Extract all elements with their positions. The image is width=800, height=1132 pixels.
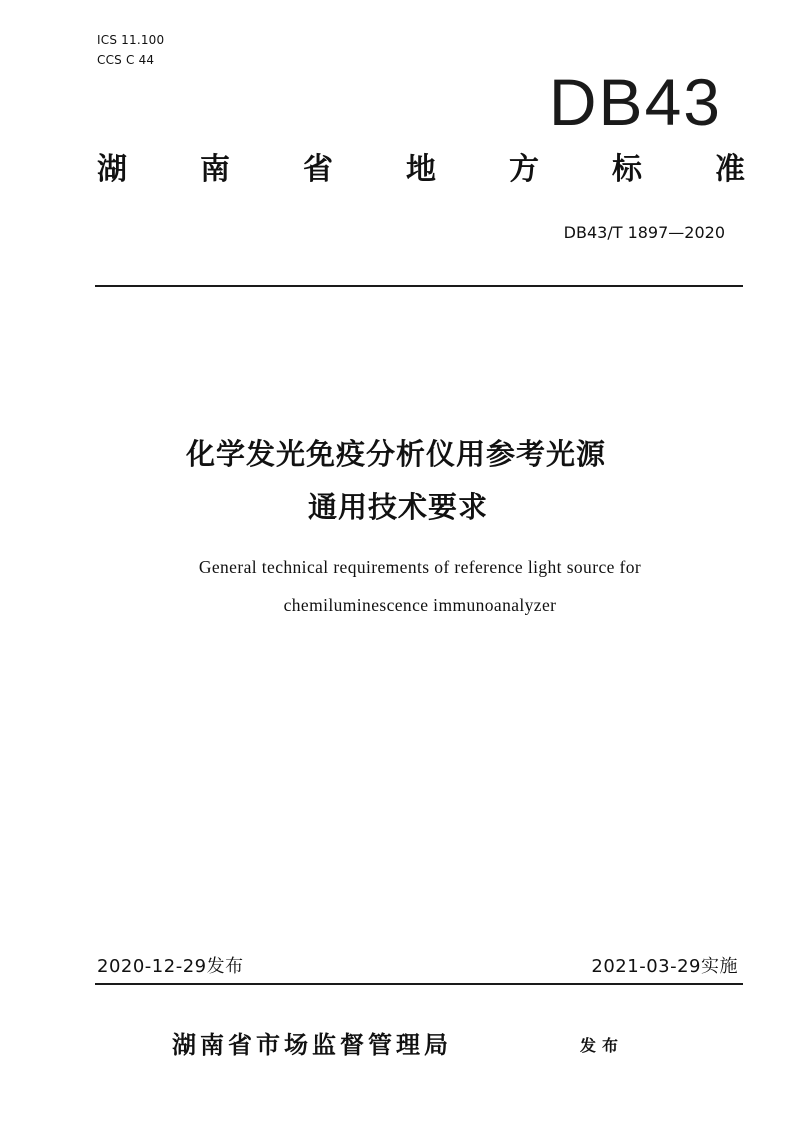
issue-label: 发布 (580, 1036, 625, 1055)
standard-type-char: 湖 (97, 152, 127, 187)
title-chinese-line-2: 通用技术要求 (307, 490, 488, 524)
standard-type-char: 准 (715, 152, 745, 187)
standard-type-char: 方 (509, 152, 539, 187)
standard-type-char: 地 (406, 152, 436, 187)
standard-type-char: 南 (200, 152, 230, 187)
header-divider (95, 285, 743, 287)
title-english-line-2: chemiluminescence immunoanalyzer (283, 595, 557, 615)
issuing-authority: 湖南省市场监督管理局 (172, 1031, 452, 1059)
implementation-date: 2021-03-29实施 (591, 956, 738, 977)
ccs-code: CCS C 44 (97, 53, 155, 67)
title-chinese-line-1: 化学发光免疫分析仪用参考光源 (185, 437, 606, 471)
footer-divider (95, 983, 743, 985)
standard-type-heading (97, 148, 745, 192)
standard-type-char: 省 (303, 152, 333, 187)
standard-number: DB43/T 1897—2020 (563, 223, 725, 242)
standard-code-logo: DB43 (548, 65, 722, 139)
issue-date: 2020-12-29发布 (97, 956, 244, 977)
standard-type-char: 标 (612, 152, 642, 187)
ics-code: ICS 11.100 (97, 33, 165, 47)
title-english-line-1: General technical requirements of reference light source for (198, 557, 642, 577)
